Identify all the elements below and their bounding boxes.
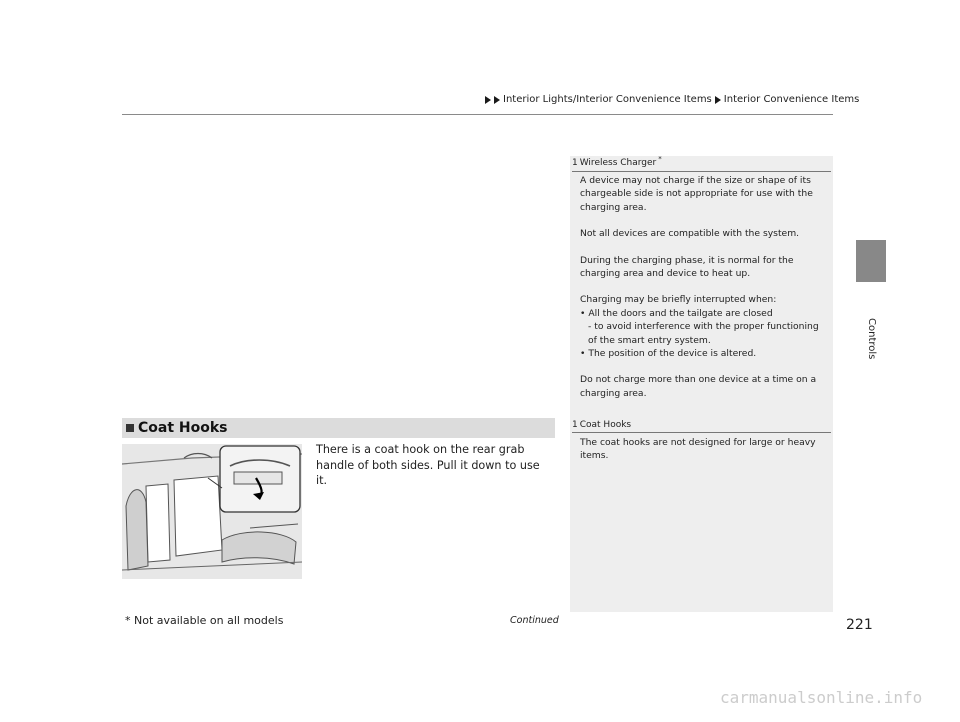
note-title-text: Coat Hooks: [579, 420, 632, 430]
note-paragraph: Charging may be briefly interrupted when:: [580, 294, 777, 306]
note-marker: 1: [572, 158, 578, 168]
note-bullet-text: All the doors and the tailgate are closed: [588, 307, 773, 319]
header-divider: [122, 114, 833, 115]
section-marker-icon: [126, 424, 134, 432]
note-title-text: Wireless Charger: [579, 158, 657, 168]
chapter-tab-label[interactable]: Controls: [866, 318, 877, 360]
note-rule: [572, 171, 831, 172]
chapter-tab-marker: [856, 240, 886, 282]
breadcrumb-section[interactable]: Interior Lights/Interior Convenience Items: [503, 94, 712, 105]
note-bullet-sub: - to avoid interference with the proper functioning of the smart entry system.: [588, 321, 819, 346]
section-title: Coat Hooks: [138, 420, 228, 436]
footnote-asterisk: *: [658, 155, 662, 163]
breadcrumb-arrow-icon: [485, 96, 491, 104]
continued-label: Continued: [510, 615, 559, 626]
coat-hook-drawing: [122, 444, 302, 579]
note-paragraph: A device may not charge if the size or shape of its chargeable side is not appropriate for use with the charging area.: [580, 175, 813, 213]
note-paragraph: Do not charge more than one device at a time on a charging area.: [580, 374, 817, 399]
note-body-wireless-charger: [580, 174, 826, 413]
watermark: carmanualsonline.info: [720, 688, 923, 707]
note-marker: 1: [572, 420, 578, 430]
note-rule: [572, 432, 831, 433]
section-body-text: There is a coat hook on the rear grab handle of both sides. Pull it down to use it.: [316, 443, 540, 487]
note-title-coat-hooks: [572, 420, 631, 430]
breadcrumb-subsection[interactable]: Interior Convenience Items: [723, 94, 860, 105]
note-title-wireless-charger: [572, 155, 662, 168]
note-body-coat-hooks: [580, 436, 826, 476]
coat-hook-illustration: [122, 444, 302, 579]
breadcrumb: [485, 94, 859, 105]
breadcrumb-arrow-icon: [715, 96, 721, 104]
note-paragraph: Not all devices are compatible with the system.: [580, 228, 800, 240]
note-paragraph: The coat hooks are not designed for large or heavy items.: [580, 437, 816, 462]
note-bullet-text: The position of the device is altered.: [588, 348, 757, 360]
page-number: 221: [846, 617, 873, 633]
note-paragraph: During the charging phase, it is normal for the charging area and device to heat up.: [580, 254, 794, 280]
note-bullet: • All the doors and the tailgate are closed: [580, 307, 773, 319]
note-bullet: • The position of the device is altered.: [580, 348, 757, 360]
footnote: * Not available on all models: [125, 614, 284, 627]
breadcrumb-arrow-icon: [494, 96, 500, 104]
